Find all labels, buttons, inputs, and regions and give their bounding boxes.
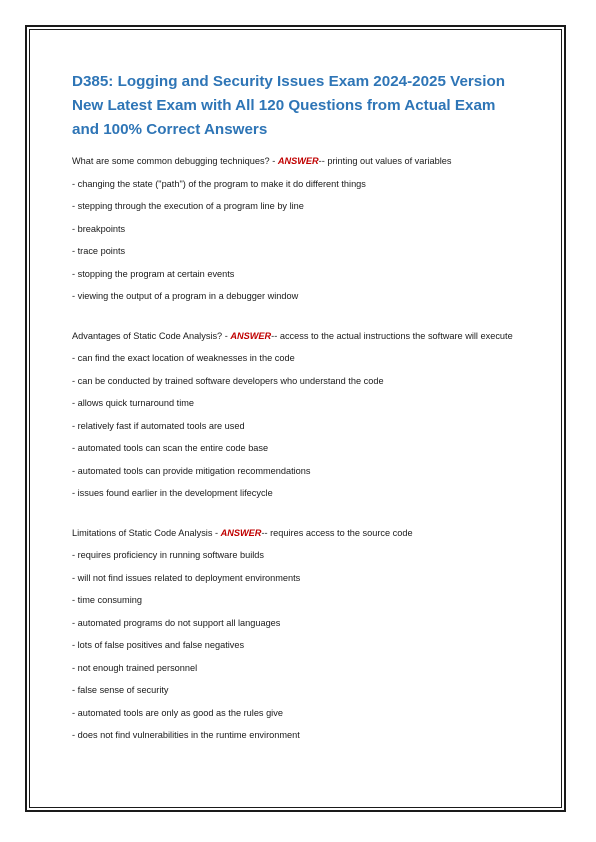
answer-item: - automated tools can provide mitigation recommendations <box>72 465 311 476</box>
answer-marker: ANSWER <box>277 156 319 166</box>
qa-block <box>72 329 522 501</box>
answer-item: - trace points <box>72 246 126 256</box>
answer-item: - automated tools can scan the entire code base <box>72 443 269 453</box>
answer-item: - allows quick turnaround time <box>72 398 195 408</box>
section-spacer <box>72 509 522 526</box>
question-line <box>72 329 522 343</box>
answer-item: - can find the exact location of weaknesses in the code <box>72 353 295 363</box>
answer-item: - automated programs do not support all languages <box>72 617 281 628</box>
answer-item: - breakpoints <box>72 223 126 234</box>
question-text: Limitations of Static Code Analysis - <box>72 527 221 538</box>
answer-item: - will not find issues related to deployment environments <box>72 572 301 583</box>
answer-item: - can be conducted by trained software developers who understand the code <box>72 375 384 386</box>
answer-marker: ANSWER <box>230 330 272 341</box>
answer-item: - does not find vulnerabilities in the runtime environment <box>72 730 300 740</box>
question-line <box>72 526 522 540</box>
question-text: What are some common debugging techniques? - <box>72 156 278 166</box>
answer-item: - automated tools are only as good as the rules give <box>72 707 283 718</box>
answer-item: - false sense of security <box>72 685 169 695</box>
question-line <box>72 154 522 168</box>
answer-marker: ANSWER <box>220 527 262 538</box>
answer-text: -- requires access to the source code <box>261 527 413 538</box>
qa-block <box>72 154 522 303</box>
answer-item: - stepping through the execution of a program line by line <box>72 201 304 211</box>
answer-text: -- printing out values of variables <box>318 156 452 166</box>
answer-item: - changing the state ("path") of the program to make it do different things <box>72 178 366 189</box>
answer-item: - requires proficiency in running software builds <box>72 550 265 560</box>
document-content <box>72 70 522 751</box>
document-title: D385: Logging and Security Issues Exam 2024-2025 Version New Latest Exam with All 120 Questions from Actual Exam and 100% Correct Answers <box>72 73 506 138</box>
answer-item: - stopping the program at certain events <box>72 268 235 279</box>
section-spacer <box>72 312 522 329</box>
question-text: Advantages of Static Code Analysis? - <box>72 330 231 341</box>
answer-item: - lots of false positives and false negatives <box>72 640 245 650</box>
answer-item: - not enough trained personnel <box>72 662 198 673</box>
answer-item: - viewing the output of a program in a debugger window <box>72 291 299 301</box>
answer-item: - time consuming <box>72 595 142 605</box>
answer-text: -- access to the actual instructions the software will execute <box>271 330 513 341</box>
qa-block <box>72 526 522 743</box>
answer-item: - relatively fast if automated tools are used <box>72 420 245 431</box>
answer-item: - issues found earlier in the development lifecycle <box>72 488 273 498</box>
